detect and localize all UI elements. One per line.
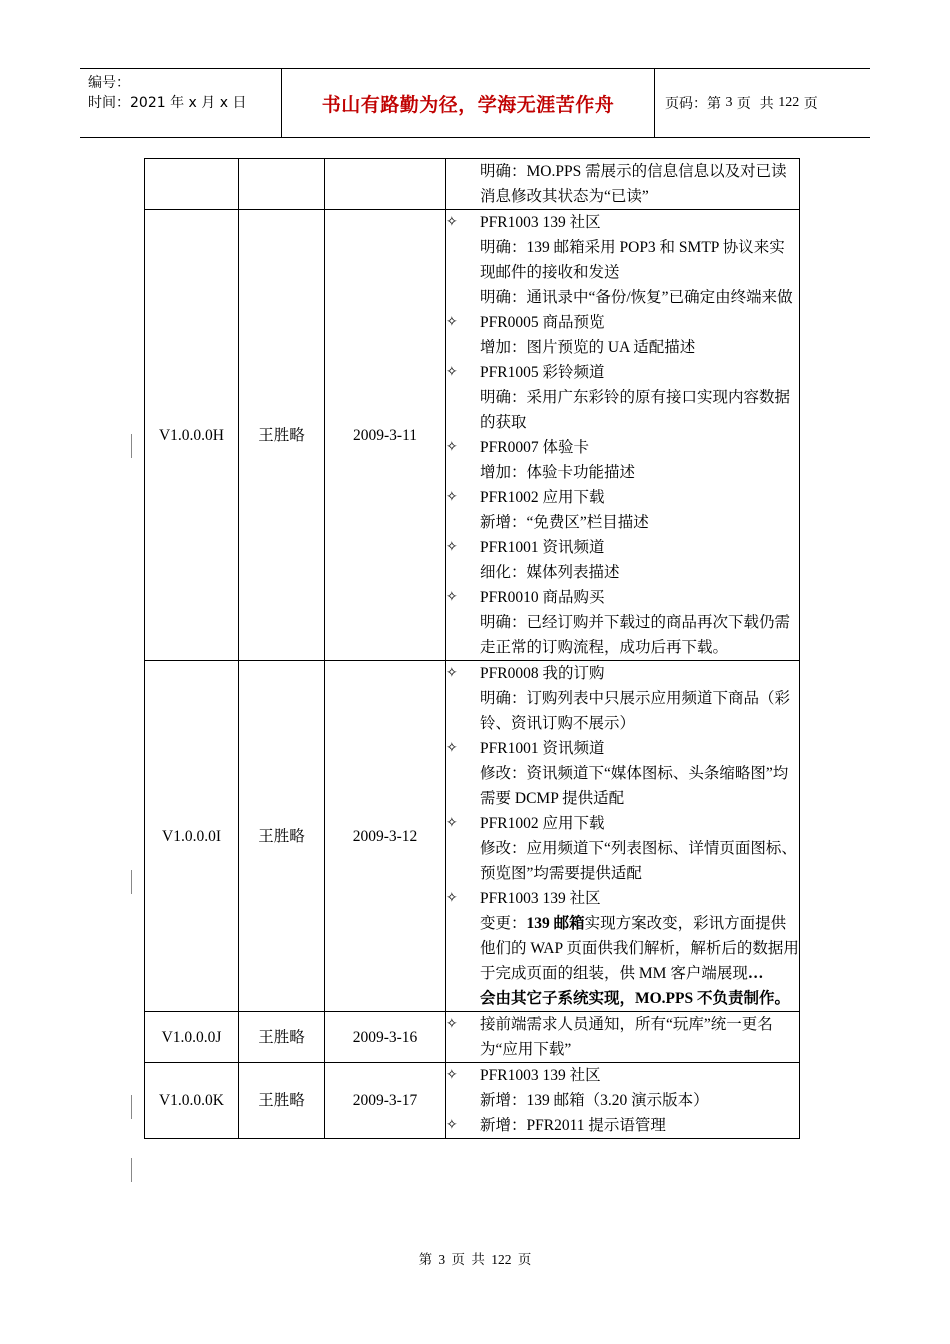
revision-row [145, 210, 800, 661]
change-detail: 明确：订购列表中只展示应用频道下商品（彩铃、资讯订购不展示） [480, 690, 791, 732]
change-item-title: PFR1002 应用下载 [480, 489, 605, 506]
date-cell [325, 159, 446, 210]
diamond-star-icon: ✧ [446, 589, 458, 605]
header-info [80, 69, 281, 137]
diamond-star-icon: ✧ [446, 314, 458, 330]
change-item-title: PFR0008 我的订购 [480, 665, 605, 682]
version-cell: V1.0.0.0H [145, 210, 239, 661]
change-detail: 细化：媒体列表描述 [480, 564, 620, 581]
change-item [446, 535, 799, 560]
date-cell: 2009-3-12 [325, 661, 446, 1012]
page-mid: 页 共 [736, 96, 774, 112]
change-bar [131, 870, 132, 894]
change-item [446, 1012, 799, 1062]
header-motto: 书山有路勤为径，学海无涯苦作舟 [281, 69, 655, 137]
change-bar [131, 434, 132, 458]
change-bar [131, 1095, 132, 1119]
revision-row [145, 1012, 800, 1063]
change-item [446, 485, 799, 510]
author-cell: 王胜略 [239, 1063, 325, 1139]
change-detail: 修改：资讯频道下“媒体图标、头条缩略图”均需要 DCMP 提供适配 [480, 765, 789, 807]
date-cell: 2009-3-17 [325, 1063, 446, 1139]
change-item-title: PFR1002 应用下载 [480, 815, 605, 832]
change-description-cell [446, 1063, 800, 1139]
change-item [446, 210, 799, 235]
version-cell: V1.0.0.0K [145, 1063, 239, 1139]
change-item [446, 811, 799, 836]
diamond-star-icon: ✧ [446, 539, 458, 555]
change-detail: 明确：已经订购并下载过的商品再次下载仍需走正常的订购流程，成功后再下载。 [480, 614, 791, 656]
number-label: 编号： [88, 75, 130, 91]
change-detail: 明确：139 邮箱采用 POP3 和 SMTP 协议来实现邮件的接收和发送 [480, 239, 785, 281]
change-rest: 实现方案改变，彩讯方面提供他们的 WAP 页面供我们解析，解析后的数据用于完成页面的组装，供 MM 客户端展现 [480, 915, 799, 982]
change-item [446, 661, 799, 686]
change-item-title: PFR1001 资讯频道 [480, 539, 605, 556]
change-detail: 增加：图片预览的 UA 适配描述 [480, 339, 696, 356]
diamond-star-icon: ✧ [446, 1117, 458, 1133]
change-ellipsis: … [747, 965, 764, 982]
change-detail: 新增：139 邮箱（3.20 演示版本） [480, 1092, 709, 1109]
change-detail [446, 911, 799, 986]
diamond-star-icon: ✧ [446, 740, 458, 756]
page-suffix: 页 [803, 96, 818, 112]
diamond-star-icon: ✧ [446, 1067, 458, 1083]
change-item [446, 886, 799, 911]
diamond-star-icon: ✧ [446, 489, 458, 505]
change-item-title: PFR1005 彩铃频道 [480, 364, 605, 381]
page-header [80, 68, 870, 138]
page-prefix: 页码：第 [665, 96, 721, 112]
change-item-title: PFR0010 商品购买 [480, 589, 605, 606]
change-description-cell [446, 210, 800, 661]
page-num: 3 [725, 95, 733, 110]
version-cell: V1.0.0.0J [145, 1012, 239, 1063]
change-item-title: PFR1003 139 社区 [480, 214, 601, 231]
change-detail: 明确：通讯录中“备份/恢复”已确定由终端来做 [480, 289, 793, 306]
date-cell: 2009-3-16 [325, 1012, 446, 1063]
author-cell: 王胜略 [239, 210, 325, 661]
change-item [446, 360, 799, 385]
change-detail: 明确：MO.PPS 需展示的信息信息以及对已读消息修改其状态为“已读” [480, 163, 787, 205]
change-bar [131, 1158, 132, 1182]
change-bold: 139 邮箱 [526, 915, 585, 932]
change-item [446, 585, 799, 610]
page-footer: 第 3 页 共 122 页 [418, 1252, 532, 1267]
change-detail: 明确：采用广东彩铃的原有接口实现内容数据的获取 [480, 389, 791, 431]
time-label: 时间：2021 年 x 月 x 日 [88, 95, 247, 111]
change-item [446, 1113, 799, 1138]
change-detail-bold: 会由其它子系统实现，MO.PPS 不负责制作。 [480, 990, 790, 1007]
version-cell: V1.0.0.0I [145, 661, 239, 1012]
change-detail: 修改：应用频道下“列表图标、详情页面图标、预览图”均需要提供适配 [480, 840, 797, 882]
date-cell: 2009-3-11 [325, 210, 446, 661]
change-description-cell [446, 661, 800, 1012]
author-cell [239, 159, 325, 210]
change-item [446, 435, 799, 460]
change-item-title: PFR1003 139 社区 [480, 890, 601, 907]
revision-row [145, 159, 800, 210]
change-detail: 增加：体验卡功能描述 [480, 464, 636, 481]
revision-table [144, 158, 800, 1139]
version-cell [145, 159, 239, 210]
diamond-star-icon: ✧ [446, 890, 458, 906]
change-item-title: PFR1003 139 社区 [480, 1067, 601, 1084]
change-description-cell [446, 159, 800, 210]
change-prefix: 变更： [480, 915, 527, 932]
change-item-title: PFR0007 体验卡 [480, 439, 589, 456]
change-item-title: PFR0005 商品预览 [480, 314, 605, 331]
change-item-title: 新增：PFR2011 提示语管理 [480, 1117, 666, 1134]
revision-row [145, 661, 800, 1012]
diamond-star-icon: ✧ [446, 1016, 458, 1032]
change-item [446, 310, 799, 335]
change-item [446, 1063, 799, 1088]
header-page-number [655, 69, 870, 137]
diamond-star-icon: ✧ [446, 439, 458, 455]
diamond-star-icon: ✧ [446, 214, 458, 230]
diamond-star-icon: ✧ [446, 665, 458, 681]
change-item-title: 接前端需求人员通知，所有“玩库”统一更名为“应用下载” [480, 1016, 773, 1058]
page-total: 122 [778, 95, 800, 110]
author-cell: 王胜略 [239, 1012, 325, 1063]
change-item [446, 736, 799, 761]
revision-row [145, 1063, 800, 1139]
author-cell: 王胜略 [239, 661, 325, 1012]
diamond-star-icon: ✧ [446, 364, 458, 380]
change-description-cell [446, 1012, 800, 1063]
change-item-title: PFR1001 资讯频道 [480, 740, 605, 757]
change-detail: 新增：“免费区”栏目描述 [480, 514, 649, 531]
diamond-star-icon: ✧ [446, 815, 458, 831]
